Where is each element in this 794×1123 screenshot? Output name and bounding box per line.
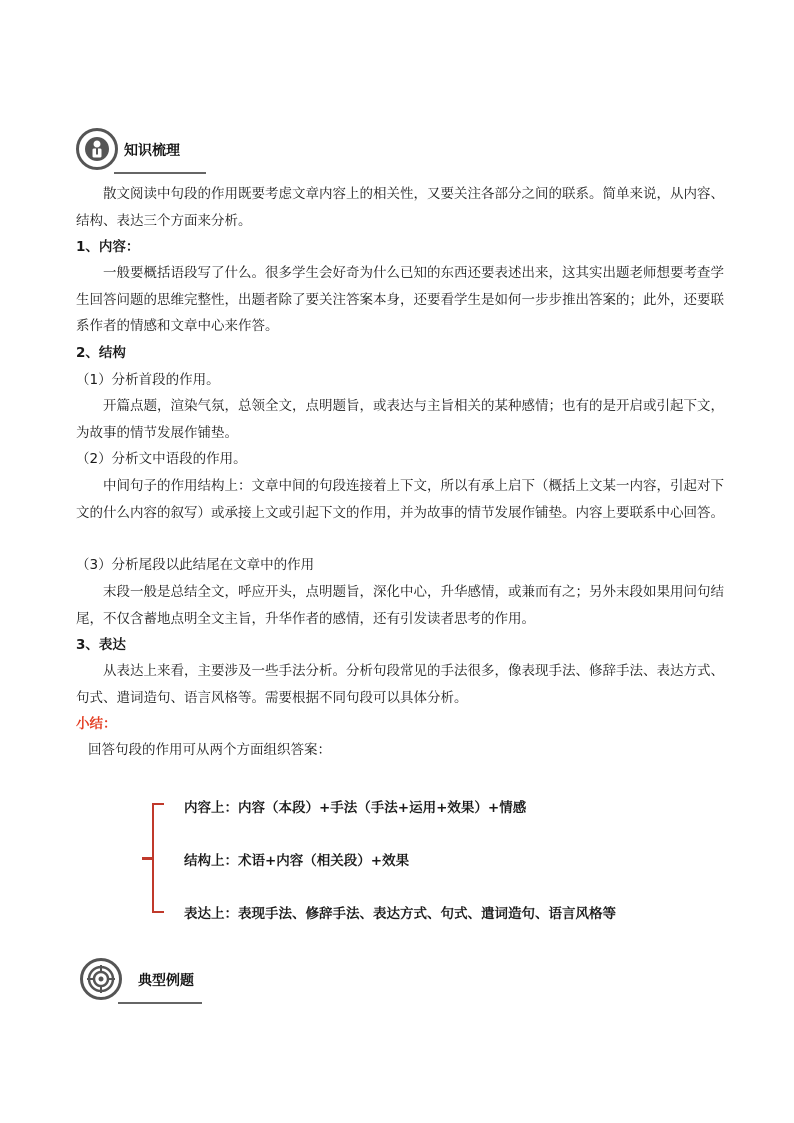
intro-paragraph: 散文阅读中句段的作用既要考虑文章内容上的相关性，又要关注各部分之间的联系。简单来说，从内容、结构、表达三个方面来分析。: [76, 186, 724, 229]
summary-label: 小结：: [76, 716, 117, 732]
expression-paragraph: 从表达上来看，主要涉及一些手法分析。分析句段常见的手法很多，像表现手法、修辞手法、表达方式、句式、遣词造句、语言风格等。需要根据不同句段可以具体分析。: [76, 663, 724, 706]
target-icon: [80, 958, 122, 1000]
summary-expression-line: 表达上：表现手法、修辞手法、表达方式、句式、遣词造句、语言风格等: [184, 906, 616, 922]
section-title: 知识梳理: [124, 143, 180, 159]
content-heading: 1、内容：: [76, 239, 140, 255]
structure-heading: 2、结构: [76, 345, 126, 361]
content-paragraph: 一般要概括语段写了什么。很多学生会好奇为什么已知的东西还要表述出来，这其实出题老师想要考查学生回答问题的思维完整性，出题者除了要关注答案本身，还要看学生是如何一步步推出答案的；此外，还要联系作者的情感和文章中心来作答。: [76, 265, 724, 334]
structure-middle-label: （2）分析文中语段的作用。: [76, 451, 247, 467]
structure-last-paragraph: 末段一般是总结全文，呼应开头，点明题旨，深化中心，升华感情，或兼而有之；另外末段如果用问句结尾，不仅含蓄地点明全文主旨，升华作者的感情，还有引发读者思考的作用。: [76, 584, 724, 627]
summary-structure-line: 结构上：术语+内容（相关段）+效果: [184, 853, 410, 869]
structure-first-paragraph: 开篇点题，渲染气氛，总领全文，点明题旨，或表达与主旨相关的某种感情；也有的是开启或引起下文，为故事的情节发展作铺垫。: [76, 398, 724, 441]
expression-heading: 3、表达: [76, 637, 126, 653]
section-header-examples: [80, 958, 210, 1008]
section-header-knowledge: [76, 128, 206, 178]
section-underline: [114, 172, 206, 174]
structure-middle-paragraph: 中间句子的作用结构上：文章中间的句段连接着上下文，所以有承上启下（概括上文某一内容，引起对下文的什么内容的叙写）或承接上文或引起下文的作用，并为故事的情节发展作铺垫。内容上要联系中心回答。: [76, 478, 724, 521]
structure-first-label: （1）分析首段的作用。: [76, 372, 220, 388]
structure-last-label: （3）分析尾段以此结尾在文章中的作用: [76, 557, 315, 573]
summary-content-line: 内容上：内容（本段）+手法（手法+运用+效果）+情感: [184, 800, 527, 816]
section-title: 典型例题: [138, 973, 194, 989]
summary-lead: 回答句段的作用可从两个方面组织答案：: [88, 742, 331, 758]
person-icon: [76, 128, 118, 170]
summary-bracket-tick: [142, 857, 153, 860]
summary-bracket: [152, 803, 164, 913]
section-underline: [118, 1002, 202, 1004]
